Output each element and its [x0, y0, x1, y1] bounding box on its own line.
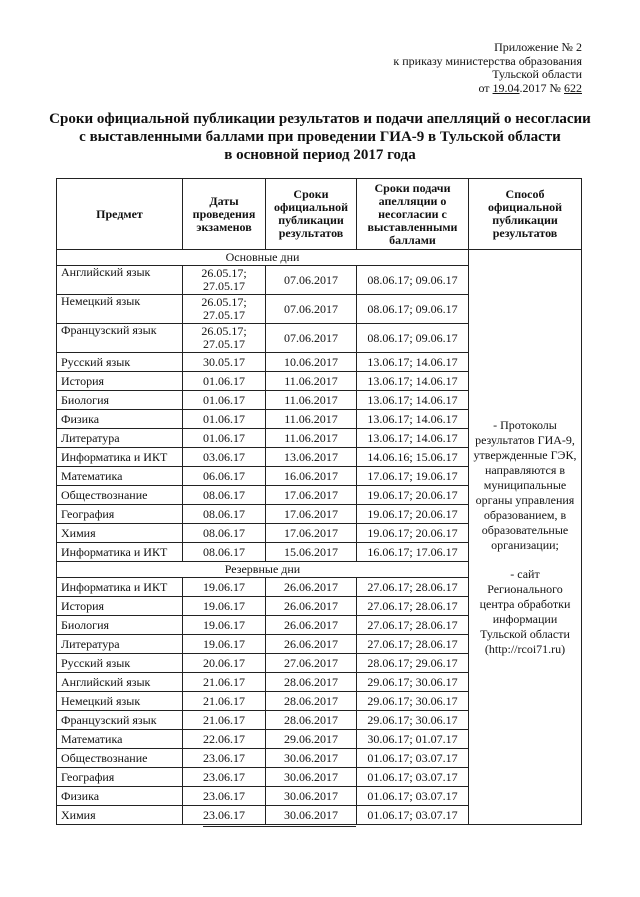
exam-date-cell — [183, 295, 266, 324]
subject-cell: Русский язык — [57, 654, 183, 673]
appeal-dates-cell: 01.06.17; 03.07.17 — [357, 749, 469, 768]
exam-date-1: 26.05.17; — [201, 295, 247, 309]
exam-date-cell: 22.06.17 — [183, 730, 266, 749]
appeal-dates-cell: 29.06.17; 30.06.17 — [357, 673, 469, 692]
appeal-dates-cell: 01.06.17; 03.07.17 — [357, 768, 469, 787]
exam-date-cell — [183, 324, 266, 353]
publication-date-cell: 27.06.2017 — [266, 654, 357, 673]
publication-date-cell: 11.06.2017 — [266, 429, 357, 448]
appeal-dates-cell: 13.06.17; 14.06.17 — [357, 410, 469, 429]
exam-date-cell: 23.06.17 — [183, 768, 266, 787]
appeal-dates-cell: 13.06.17; 14.06.17 — [357, 372, 469, 391]
appeal-dates-cell: 30.06.17; 01.07.17 — [357, 730, 469, 749]
publication-date-cell: 11.06.2017 — [266, 372, 357, 391]
appeal-dates-cell: 01.06.17; 03.07.17 — [357, 787, 469, 806]
section-row-main — [57, 250, 582, 266]
subject-cell: Обществознание — [57, 749, 183, 768]
header-number: 622 — [564, 80, 582, 95]
exam-date-cell: 08.06.17 — [183, 524, 266, 543]
subject-cell: Химия — [57, 524, 183, 543]
publication-date-cell: 16.06.2017 — [266, 467, 357, 486]
exam-date-cell: 08.06.17 — [183, 505, 266, 524]
header-line-1: Приложение № 2 — [494, 40, 582, 54]
exam-date-cell: 21.06.17 — [183, 692, 266, 711]
exam-date-1: 26.05.17; — [201, 324, 247, 338]
method-text-website: - сайт Регионального центра обработки информации Тульской области (http://rcoi71.ru) — [479, 566, 571, 656]
appeal-dates-cell: 13.06.17; 14.06.17 — [357, 353, 469, 372]
exam-date-cell: 20.06.17 — [183, 654, 266, 673]
appeal-dates-cell: 27.06.17; 28.06.17 — [357, 597, 469, 616]
section-label-main: Основные дни — [57, 250, 469, 266]
column-header-exam-dates: Даты проведения экзаменов — [183, 179, 266, 250]
subject-cell: Информатика и ИКТ — [57, 448, 183, 467]
publication-date-cell: 30.06.2017 — [266, 806, 357, 825]
appeal-dates-cell: 16.06.17; 17.06.17 — [357, 543, 469, 562]
exam-date-cell: 19.06.17 — [183, 616, 266, 635]
column-header-method: Способ официальной публикации результатов — [469, 179, 582, 250]
header-line-4 — [393, 82, 582, 96]
publication-date-cell: 15.06.2017 — [266, 543, 357, 562]
subject-cell: География — [57, 505, 183, 524]
subject-cell: Русский язык — [57, 353, 183, 372]
subject-cell: Английский язык — [57, 266, 183, 295]
exam-date-cell: 01.06.17 — [183, 410, 266, 429]
appeal-dates-cell: 01.06.17; 03.07.17 — [357, 806, 469, 825]
subject-cell: Литература — [57, 635, 183, 654]
subject-cell: Информатика и ИКТ — [57, 578, 183, 597]
subject-cell: Математика — [57, 467, 183, 486]
subject-cell: Информатика и ИКТ — [57, 543, 183, 562]
section-label-reserve: Резервные дни — [57, 562, 469, 578]
publication-date-cell: 26.06.2017 — [266, 616, 357, 635]
publication-date-cell: 28.06.2017 — [266, 673, 357, 692]
subject-cell: Обществознание — [57, 486, 183, 505]
publication-date-cell: 07.06.2017 — [266, 324, 357, 353]
exam-date-cell: 06.06.17 — [183, 467, 266, 486]
table-header-row — [57, 179, 582, 250]
exam-date-cell — [183, 266, 266, 295]
subject-cell: Французский язык — [57, 324, 183, 353]
publication-date-cell: 29.06.2017 — [266, 730, 357, 749]
exam-date-2: 27.05.17 — [203, 279, 245, 293]
document-title — [30, 110, 610, 164]
exam-date-cell: 08.06.17 — [183, 543, 266, 562]
exam-date-2: 27.05.17 — [203, 337, 245, 351]
subject-cell: Химия — [57, 806, 183, 825]
subject-cell: География — [57, 768, 183, 787]
exam-date-cell: 19.06.17 — [183, 597, 266, 616]
method-text-protocols: - Протоколы результатов ГИА-9, утвержденные ГЭК, направляются в муниципальные органы управления образованием, в образовательные организации; — [473, 417, 577, 552]
title-line-3: в основной период 2017 года — [224, 147, 416, 163]
exam-date-cell: 01.06.17 — [183, 391, 266, 410]
appeal-dates-cell: 29.06.17; 30.06.17 — [357, 692, 469, 711]
column-header-publication: Сроки официальной публикации результатов — [266, 179, 357, 250]
header-line-3: Тульской области — [492, 67, 582, 81]
exam-date-cell: 21.06.17 — [183, 673, 266, 692]
publication-date-cell: 28.06.2017 — [266, 711, 357, 730]
exam-date-cell: 19.06.17 — [183, 578, 266, 597]
appeal-dates-cell: 08.06.17; 09.06.17 — [357, 324, 469, 353]
header-date: 19.04 — [492, 80, 520, 95]
header-line-2: к приказу министерства образования — [393, 53, 582, 68]
schedule-table — [56, 178, 582, 825]
publication-date-cell: 07.06.2017 — [266, 266, 357, 295]
exam-date-cell: 01.06.17 — [183, 372, 266, 391]
publication-date-cell: 13.06.2017 — [266, 448, 357, 467]
subject-cell: История — [57, 372, 183, 391]
appeal-dates-cell: 19.06.17; 20.06.17 — [357, 505, 469, 524]
exam-date-cell: 21.06.17 — [183, 711, 266, 730]
title-line-1: Сроки официальной публикации результатов и подачи апелляций о несогласии — [49, 111, 591, 127]
subject-cell: Биология — [57, 391, 183, 410]
publication-date-cell: 30.06.2017 — [266, 749, 357, 768]
subject-cell: Литература — [57, 429, 183, 448]
publication-date-cell: 07.06.2017 — [266, 295, 357, 324]
exam-date-cell: 08.06.17 — [183, 486, 266, 505]
subject-cell: Французский язык — [57, 711, 183, 730]
publication-date-cell: 11.06.2017 — [266, 410, 357, 429]
subject-cell: Немецкий язык — [57, 295, 183, 324]
publication-date-cell: 26.06.2017 — [266, 578, 357, 597]
method-spacer — [473, 553, 577, 567]
footer-divider — [203, 826, 356, 827]
appeal-dates-cell: 13.06.17; 14.06.17 — [357, 429, 469, 448]
appeal-dates-cell: 27.06.17; 28.06.17 — [357, 616, 469, 635]
appeal-dates-cell: 08.06.17; 09.06.17 — [357, 266, 469, 295]
subject-cell: Физика — [57, 787, 183, 806]
appeal-dates-cell: 13.06.17; 14.06.17 — [357, 391, 469, 410]
document-header — [393, 41, 582, 95]
exam-date-cell: 30.05.17 — [183, 353, 266, 372]
appeal-dates-cell: 08.06.17; 09.06.17 — [357, 295, 469, 324]
exam-date-cell: 23.06.17 — [183, 806, 266, 825]
appeal-dates-cell: 14.06.16; 15.06.17 — [357, 448, 469, 467]
exam-date-2: 27.05.17 — [203, 308, 245, 322]
publication-date-cell: 26.06.2017 — [266, 597, 357, 616]
subject-cell: История — [57, 597, 183, 616]
appeal-dates-cell: 19.06.17; 20.06.17 — [357, 524, 469, 543]
appeal-dates-cell: 28.06.17; 29.06.17 — [357, 654, 469, 673]
exam-date-cell: 23.06.17 — [183, 749, 266, 768]
subject-cell: Английский язык — [57, 673, 183, 692]
publication-method-cell — [469, 250, 582, 825]
appeal-dates-cell: 19.06.17; 20.06.17 — [357, 486, 469, 505]
exam-date-cell: 01.06.17 — [183, 429, 266, 448]
publication-date-cell: 17.06.2017 — [266, 524, 357, 543]
exam-date-cell: 19.06.17 — [183, 635, 266, 654]
exam-date-1: 26.05.17; — [201, 266, 247, 280]
column-header-appeal: Сроки подачи апелляции о несогласии с выставленными баллами — [357, 179, 469, 250]
subject-cell: Биология — [57, 616, 183, 635]
column-header-subject: Предмет — [57, 179, 183, 250]
subject-cell: Физика — [57, 410, 183, 429]
publication-date-cell: 30.06.2017 — [266, 787, 357, 806]
publication-date-cell: 26.06.2017 — [266, 635, 357, 654]
publication-date-cell: 10.06.2017 — [266, 353, 357, 372]
exam-date-cell: 23.06.17 — [183, 787, 266, 806]
title-line-2: с выставленными баллами при проведении ГИА-9 в Тульской области — [79, 129, 561, 145]
header-year: .2017 № — [519, 80, 564, 95]
publication-date-cell: 30.06.2017 — [266, 768, 357, 787]
publication-date-cell: 17.06.2017 — [266, 486, 357, 505]
publication-date-cell: 28.06.2017 — [266, 692, 357, 711]
exam-date-cell: 03.06.17 — [183, 448, 266, 467]
publication-date-cell: 11.06.2017 — [266, 391, 357, 410]
publication-date-cell: 17.06.2017 — [266, 505, 357, 524]
appeal-dates-cell: 27.06.17; 28.06.17 — [357, 578, 469, 597]
header-from: от — [478, 80, 493, 95]
appeal-dates-cell: 27.06.17; 28.06.17 — [357, 635, 469, 654]
table-body — [57, 250, 582, 825]
appeal-dates-cell: 17.06.17; 19.06.17 — [357, 467, 469, 486]
appeal-dates-cell: 29.06.17; 30.06.17 — [357, 711, 469, 730]
subject-cell: Немецкий язык — [57, 692, 183, 711]
subject-cell: Математика — [57, 730, 183, 749]
